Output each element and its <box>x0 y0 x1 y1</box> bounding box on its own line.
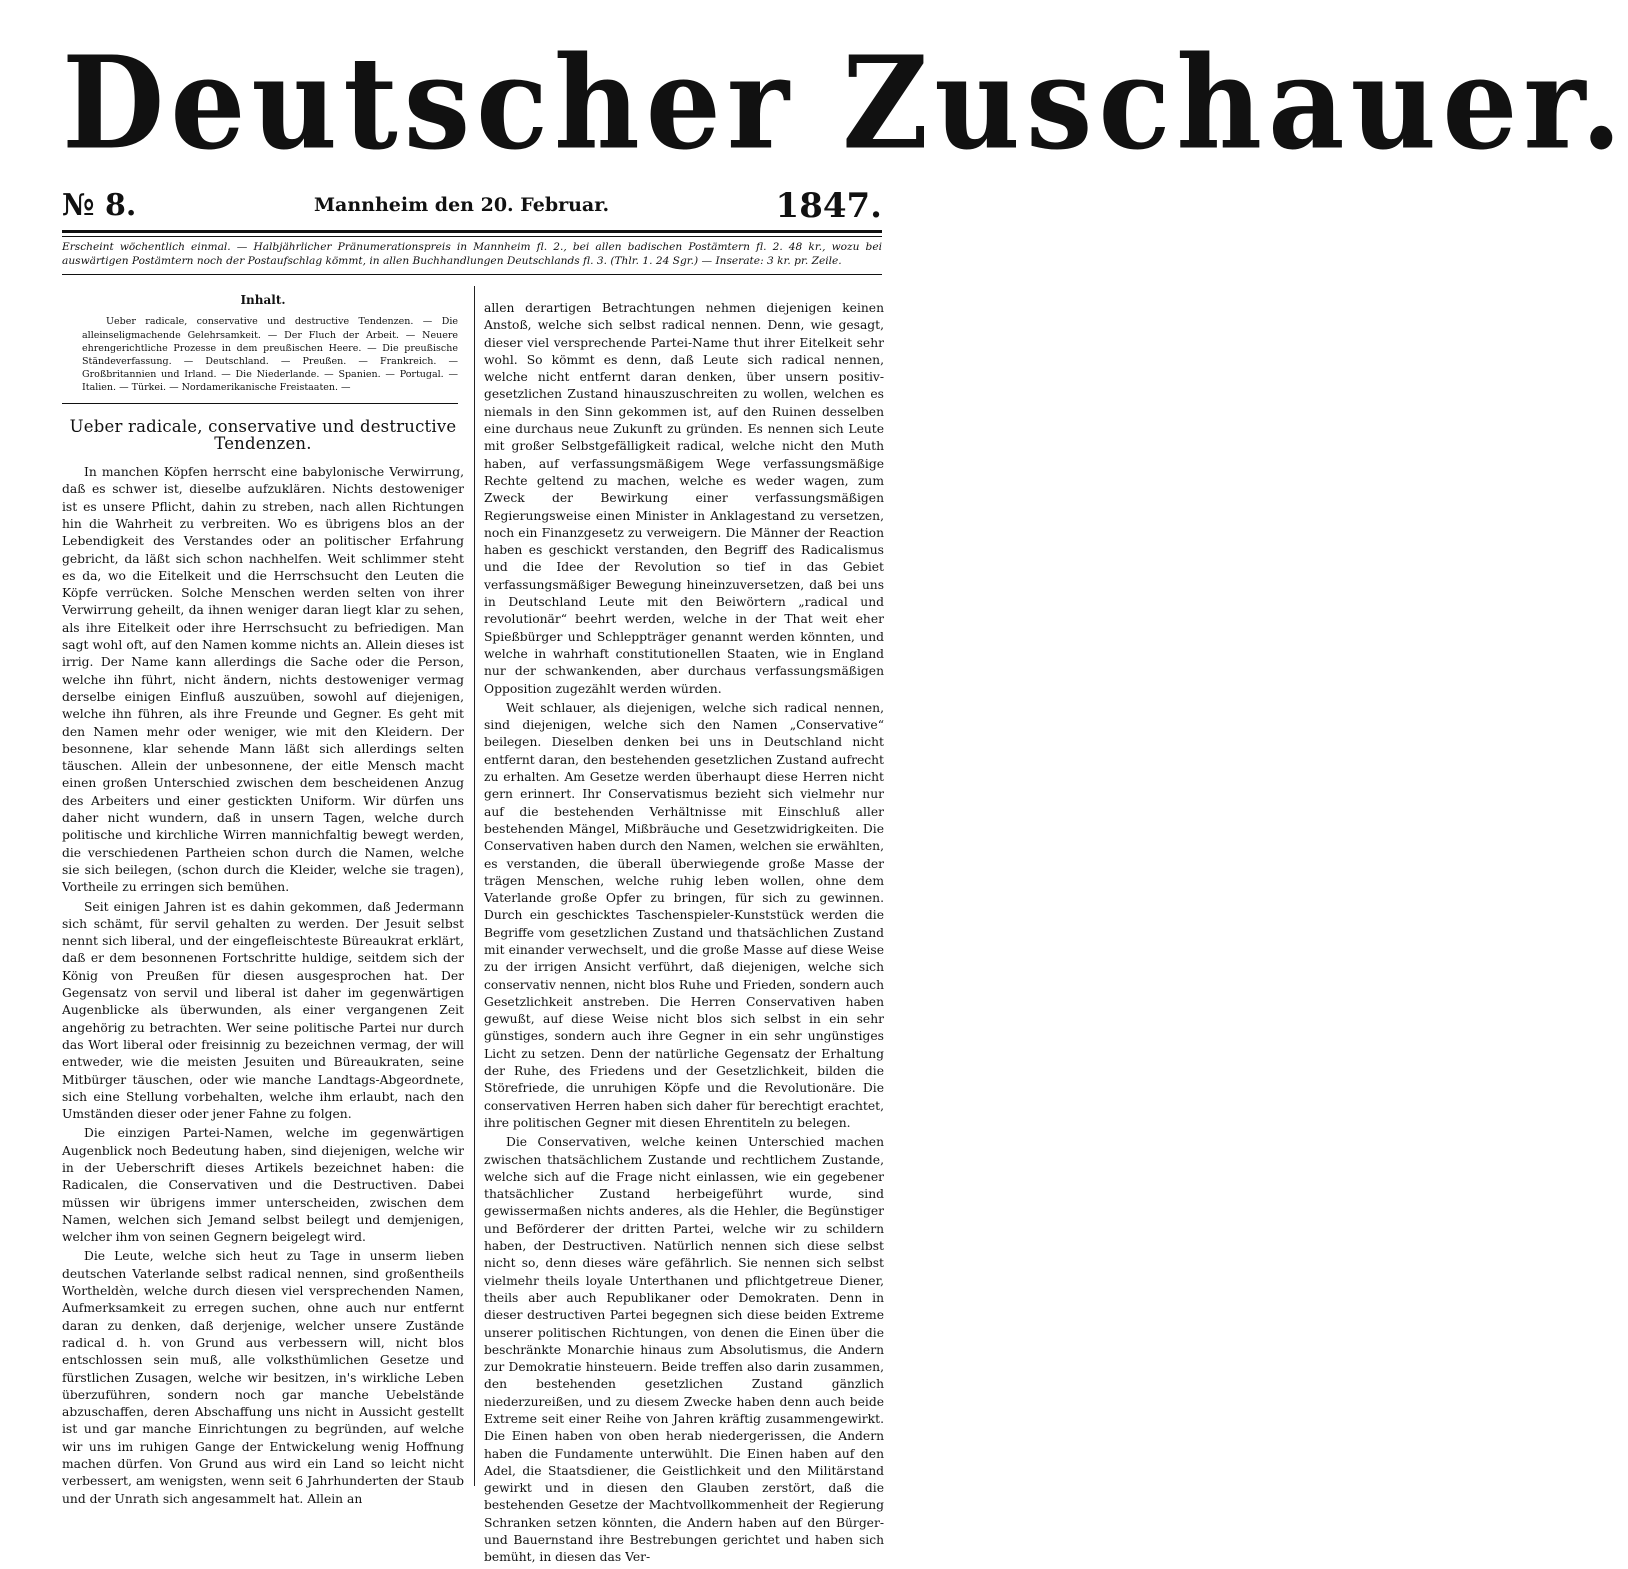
newspaper-title: Deutscher Zuschauer. <box>62 27 1628 178</box>
article-paragraph: In manchen Köpfen herrscht eine babylonische Verwirrung, daß es schwer ist, dieselbe aufzuklären. Nichts destoweniger ist es unsere Pflicht, dahin zu streben, nach allen Richtungen hin die Wahrheit zu verbreiten. Wo es übrigens blos an der Lebendigkeit des Verstandes oder an politischer Erfahrung gebricht, da läßt sich schon nachhelfen. Weit schlimmer steht es da, wo die Eitelkeit und die Herrschsucht den Leuten die Köpfe verrücken. Solche Menschen werden selten von ihrer Verwirrung geheilt, da ihnen weniger daran liegt klar zu sehen, als ihre Eitelkeit oder ihre Herrschsucht zu befriedigen. Man sagt wohl oft, auf den Namen komme nichts an. Allein dieses ist irrig. Der Name kann allerdings die Sache oder die Person, welche ihn führt, nicht ändern, nichts destoweniger vermag derselbe einigen Einfluß auszuüben, sowohl auf diejenigen, welche ihn führen, als ihre Freunde und Gegner. Es geht mit den Namen mehr oder weniger, wie mit den Kleidern. Der besonnene, klar sehende Mann läßt sich allerdings selten täuschen. Allein der unbesonnene, der eitle Mensch macht einen großen Unterschied zwischen dem bescheidenen Anzug des Arbeiters und einer gestickten Uniform. Wir dürfen uns daher nicht wundern, daß in unsern Tagen, welche durch politische und kirchliche Wirren mannichfaltig bewegt werden, die verschiedenen Partheien schon durch die Namen, welche sie sich beilegen, (schon durch die Kleider, welche sie tragen), Vortheile zu erringen sich bemühen. <box>62 465 464 895</box>
divider-top-thick <box>62 230 882 233</box>
contents-text: Ueber radicale, conservative und destructive Tendenzen. — Die alleinseligmachende Gelehrsamkeit. — Der Fluch der Arbeit. — Neuere ehrengerichtliche Prozesse in dem preußischen Heere. — Die preußische Ständeverfassung. — Deutschland. — Preußen. — Frankreich. — Großbritannien und Irland. — Die Niederlande. — Spanien. — Portugal. — Italien. — Türkei. — Nordamerikanische Freistaaten. — <box>82 316 458 394</box>
article-paragraph: allen derartigen Betrachtungen nehmen diejenigen keinen Anstoß, welche sich selbst radical nennen. Denn, wie gesagt, dieser viel versprechende Partei-Name thut ihrer Eitelkeit sehr wohl. So kömmt es denn, daß Leute sich radical nennen, welche nicht entfernt daran denken, über unsern positiv-gesetzlichen Zustand hinauszuschreiten zu wollen, welchen es niemals in den Sinn gekommen ist, auf den Ruinen desselben eine durchaus neue Zukunft zu gründen. Es nennen sich Leute mit großer Selbstgefälligkeit radical, welche nicht den Muth haben, auf verfassungsmäßigem Wege verfassungsmäßige Rechte geltend zu machen, welche es weder wagen, zum Zweck der Bewirkung einer verfassungsmäßigen Regierungsweise einen Minister in Anklagestand zu versetzen, noch ein Finanzgesetz zu verweigern. Die Männer der Reaction haben es geschickt verstanden, den Begriff des Radicalismus und die Idee der Revolution so tief in das Gebiet verfassungsmäßiger Bewegung hineinzuversetzen, daß bei uns in Deutschland Leute mit den Beiwörtern „radical und revolutionär“ beehrt werden, welche in der That weit eher Spießbürger und Schleppträger genannt werden könnten, und welche in wahrhaft constitutionellen Staaten, wie in England nur der schwankenden, aber durchaus verfassungsmäßigen Opposition zugezählt werden würden. <box>484 301 884 696</box>
right-column <box>484 300 884 1569</box>
divider-top-thin <box>62 236 882 237</box>
left-column <box>62 282 464 1510</box>
article-paragraph: Die Leute, welche sich heut zu Tage in unserm lieben deutschen Vaterlande selbst radical nennen, sind großentheils Wortheldèn, welche durch diesen viel versprechenden Namen, Aufmerksamkeit zu erregen suchen, ohne auch nur entfernt daran zu denken, daß derjenige, welcher unsere Zustände radical d. h. von Grund aus verbessern will, nicht blos entschlossen sein muß, alle volksthümlichen Gesetze und fürstlichen Zusagen, welche wir besitzen, in's wirkliche Leben überzuführen, sondern noch gar manche Uebelstände abzuschaffen, deren Abschaffung uns nicht in Aussicht gestellt ist und gar manche Einrichtungen zu begründen, auf welche wir uns im ruhigen Gange der Entwickelung wenig Hoffnung machen dürfen. Von Grund aus wird ein Land so leicht nicht verbessert, am wenigsten, wenn seit 6 Jahrhunderten der Staub und der Unrath sich angesammelt hat. Allein an <box>62 1249 464 1506</box>
dateline <box>62 186 882 226</box>
article-paragraph: Seit einigen Jahren ist es dahin gekommen, daß Jedermann sich schämt, für servil gehalten zu werden. Der Jesuit selbst nennt sich liberal, und der eingefleischteste Büreaukrat erklärt, daß er dem besonnenen Fortschritte huldige, seitdem sich der König von Preußen für diesen ausgesprochen hat. Der Gegensatz von servil und liberal ist daher im gegenwärtigen Augenblicke als überwunden, als einer vergangenen Zeit angehörig zu betrachten. Wer seine politische Partei nur durch das Wort liberal oder freisinnig zu bezeichnen vermag, der will entweder, wie die meisten Jesuiten und Büreaukraten, seine Mitbürger täuschen, oder wie manche Landtags-Abgeordnete, sich eine Stellung vorbehalten, welche ihm erlaubt, nach den Umständen dieser oder jener Fahne zu folgen. <box>62 899 464 1122</box>
article-heading: Ueber radicale, conservative und destructive Tendenzen. <box>69 416 457 453</box>
contents-heading: Inhalt. <box>240 293 286 307</box>
column-separator <box>474 286 475 1486</box>
issue-number: № 8. <box>62 188 137 223</box>
subscription-note: Erscheint wöchentlich einmal. — Halbjährlicher Pränumerationspreis in Mannheim fl. 2., bei allen badischen Postämtern fl. 2. 48 kr., wozu bei auswärtigen Postämtern noch der Postaufschlag kömmt, in allen Buchhandlungen Deutschlands fl. 3. (Thlr. 1. 24 Sgr.) — Inserate: 3 kr. pr. Zeile. <box>62 241 882 267</box>
masthead <box>62 27 1628 178</box>
contents-divider <box>62 403 458 404</box>
place-date: Mannheim den 20. Februar. <box>314 194 610 216</box>
year: 1847. <box>775 186 882 226</box>
article-paragraph: Die einzigen Partei-Namen, welche im gegenwärtigen Augenblick noch Bedeutung haben, sind diejenigen, welche wir in der Ueberschrift dieses Artikels bezeichnet haben: die Radicalen, die Conservativen und die Destructiven. Dabei müssen wir übrigens immer unterscheiden, zwischen dem Namen, welchen sich Jemand selbst beilegt und demjenigen, welcher ihm von seinen Gegnern beigelegt wird. <box>62 1126 464 1245</box>
article-paragraph: Weit schlauer, als diejenigen, welche sich radical nennen, sind diejenigen, welche sich den Namen „Conservative“ beilegen. Dieselben denken bei uns in Deutschland nicht entfernt daran, den bestehenden gesetzlichen Zustand aufrecht zu erhalten. Am Gesetze werden überhaupt diese Herren nicht gern erinnert. Ihr Conservatismus bezieht sich vielmehr nur auf die bestehenden Verhältnisse mit Einschluß aller bestehenden Mängel, Mißbräuche und Gesetzwidrigkeiten. Die Conservativen haben durch den Namen, welchen sie erwählten, es verstanden, die überall überwiegende große Masse der trägen Menschen, welche ruhig leben wollen, ohne dem Vaterlande große Opfer zu bringen, für sich zu gewinnen. Durch ein geschicktes Taschenspieler-Kunststück werden die Begriffe vom gesetzlichen Zustand und thatsächlichen Zustand mit einander verwechselt, und die große Masse auf diese Weise zu der irrigen Ansicht verführt, daß diejenigen, welche sich conservativ nennen, nicht blos Ruhe und Frieden, sondern auch Gesetzlichkeit anstreben. Die Herren Conservativen haben gewußt, auf diese Weise nicht blos sich selbst in ein sehr günstiges, sondern auch ihre Gegner in ein sehr ungünstiges Licht zu setzen. Denn der natürliche Gegensatz der Erhaltung der Ruhe, des Friedens und der Gesetzlichkeit, bilden die Störefriede, die unruhigen Köpfe und die Revolutionäre. Die conservativen Herren haben sich daher für berechtigt erachtet, ihre politischen Gegner mit diesen Ehrentiteln zu belegen. <box>484 700 884 1130</box>
article-paragraph: Die Conservativen, welche keinen Unterschied machen zwischen thatsächlichem Zustande und rechtlichem Zustande, welche sich auf die Frage nicht einlassen, wie ein gegebener thatsächlicher Zustand herbeigeführt wurde, sind gewissermaßen nichts anderes, als die Hehler, die Begünstiger und Beförderer der dritten Partei, welche wir zu schildern haben, der Destructiven. Natürlich nennen sich diese selbst nicht so, denn dieses wäre gefährlich. Sie nennen sich selbst vielmehr theils loyale Unterthanen und pflichtgetreue Diener, theils aber auch Republikaner oder Demokraten. Denn in dieser destructiven Partei begegnen sich diese beiden Extreme unserer politischen Richtungen, von denen die Einen über die beschränkte Monarchie hinaus zum Absolutismus, die Andern zur Demokratie hinsteuern. Beide treffen also darin zusammen, den bestehenden gesetzlichen Zustand gänzlich niederzureißen, und zu diesem Zwecke haben denn auch beide Extreme seit einer Reihe von Jahren kräftig zusammengewirkt. Die Einen haben von oben herab niedergerissen, die Andern haben die Fundamente unterwühlt. Die Einen haben auf den Adel, die Staatsdiener, die Geistlichkeit und den Militärstand gewirkt und in diesen den Glauben zerstört, daß die bestehenden Gesetze der Machtvollkommenheit der Regierung Schranken setzen könnten, die Andern haben auf den Bürger- und Bauernstand ihre Bestrebungen gerichtet und haben sich bemüht, in diesen das Ver- <box>484 1135 884 1565</box>
divider-header-bottom <box>62 274 882 275</box>
